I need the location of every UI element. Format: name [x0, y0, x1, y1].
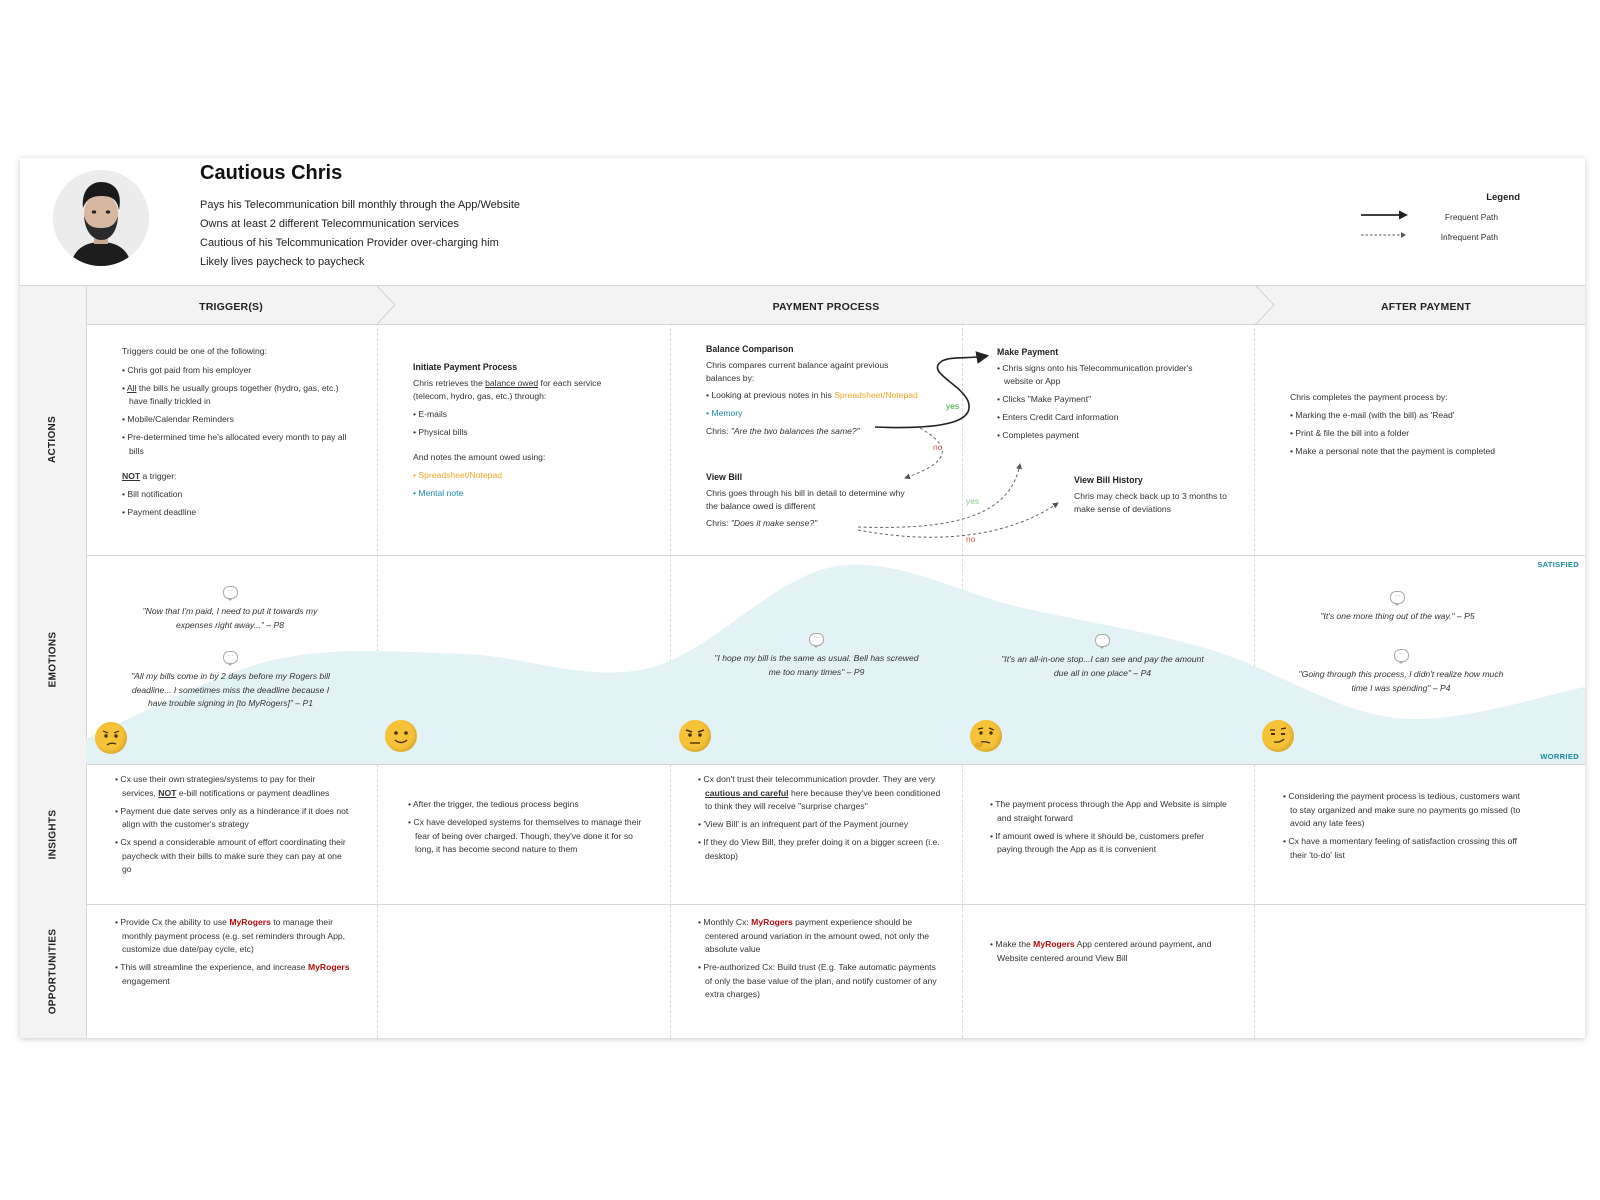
speech-bubble-icon: ··· [223, 586, 238, 599]
list-item: • If amount owed is where it should be, customers prefer paying through the App as it is convenient [990, 830, 1230, 857]
insights-make-payment [990, 798, 1230, 861]
speech-bubble-icon: ··· [1394, 649, 1409, 662]
phase-trigger: TRIGGER(S) [199, 301, 263, 313]
emotion-quote: ··· "It's one more thing out of the way." – P5 [1320, 593, 1475, 621]
not-trigger-heading: NOT a trigger: [122, 471, 177, 481]
row-label-insights: INSIGHTS [47, 809, 59, 859]
list-item: • Cx have a momentary feeling of satisfaction crossing this off their 'to-do' list [1283, 835, 1528, 862]
list-item: • Make the MyRogers App centered around payment, and Website centered around View Bill [990, 938, 1235, 965]
list-item: • Pre-determined time he's allocated every month to pay all bills [122, 431, 347, 458]
list-item: • Enters Credit Card information [997, 411, 1217, 425]
insights-balance [698, 773, 948, 868]
list-item: • Chris got paid from his employer [122, 364, 347, 378]
smirk-face-icon [1262, 720, 1294, 752]
row-label-emotions: EMOTIONS [47, 631, 59, 688]
path-label-yes: yes [966, 496, 980, 506]
emotion-quote: ··· "I hope my bill is the same as usual. Bell has screwed me too many times" – P9 [714, 635, 919, 677]
insights-trigger [115, 773, 350, 881]
phase-after-payment: AFTER PAYMENT [1380, 301, 1472, 313]
emotion-scale-worried: WORRIED [1540, 752, 1579, 761]
list-item: • This will streamline the experience, and increase MyRogers engagement [115, 961, 355, 988]
opportunities-trigger [115, 916, 355, 993]
list-item: • Cx don't trust their telecommunication provder. They are very cautious and careful here because they've been conditioned to think they will receive "surprise charges" [698, 773, 948, 814]
speech-bubble-icon: ··· [223, 651, 238, 664]
thinking-face-icon [970, 720, 1002, 752]
list-item: • Mental note [413, 487, 628, 501]
path-label-no: no [933, 442, 943, 452]
legend-title: Legend [1486, 192, 1520, 203]
action-after-payment: Chris completes the payment process by: • Marking the e-mail (with the bill) as 'Read' • Print & file the bill into a folder • Make a personal note that the payment is completed [1290, 391, 1505, 463]
frequent-path-yes [875, 356, 986, 428]
list-item: • The payment process through the App and Website is simple and straight forward [990, 798, 1230, 825]
list-item: • Cx have developed systems for themselves to manage their fear of being over charged. Though, they've done it for so long, it has become second nature to them [408, 816, 653, 857]
list-item: • 'View Bill' is an infrequent part of the Payment journey [698, 818, 948, 832]
insights-after [1283, 790, 1528, 867]
persona-name: Cautious Chris [200, 162, 343, 184]
emotion-scale-satisfied: SATISFIED [1537, 560, 1579, 569]
list-item: • Cx spend a considerable amount of effort coordinating their paycheck with their bills to make sure they can pay at one go [115, 836, 350, 877]
action-triggers: Triggers could be one of the following: • Chris got paid from his employer • All the bills he usually groups together (hydro, gas, etc.) have finally trickled in • Mobile/Calendar Reminders • Pre-determined time he's allocated every month to pay all bills NOT a trigger: • Bill notification • Payment deadline [122, 345, 347, 524]
list-item: • Clicks "Make Payment" [997, 393, 1217, 407]
action-make-payment: Make Payment • Chris signs onto his Telecommunication provider's website or App • Clicks "Make Payment" • Enters Credit Card information • Completes payment [997, 346, 1217, 447]
action-view-bill: View Bill Chris goes through his bill in detail to determine why the balance owed is different Chris: "Does it make sense?" [706, 472, 905, 528]
list-item: • Physical bills [413, 426, 628, 440]
list-item: • Looking at previous notes in his Spreadsheet/Notepad [706, 389, 941, 403]
row-label-opportunities: OPPORTUNITIES [47, 928, 59, 1014]
infrequent-path-yes [858, 464, 1020, 527]
list-item: • Spreadsheet/Notepad [413, 469, 628, 483]
journey-map [20, 158, 1585, 1038]
speech-bubble-icon: ··· [1390, 591, 1405, 604]
list-item: • Print & file the bill into a folder [1290, 427, 1505, 441]
list-item: • Memory [706, 407, 941, 421]
phase-payment-process: PAYMENT PROCESS [772, 301, 880, 313]
infrequent-path-no [905, 428, 942, 478]
list-item: • E-mails [413, 408, 628, 422]
happy-face-icon [385, 720, 417, 752]
emotion-quote: ··· "All my bills come in by 2 days before my Rogers bill deadline... I sometimes miss the deadline because I have trouble signing in [to MyRogers]" – P1 [131, 653, 330, 708]
action-balance-comparison: Balance Comparison Chris compares current balance againt previous balances by: • Looking at previous notes in his Spreadsheet/Notepad • Memory Chris: "Are the two balances the same?" [706, 343, 941, 438]
worried-face-icon [679, 720, 711, 752]
path-label-no: no [966, 534, 976, 544]
emotion-quote: ··· "It's an all-in-one stop...I can see and pay the amount due all in one place" – P4 [1001, 636, 1204, 678]
list-item: • Payment deadline [122, 506, 347, 520]
action-view-bill-history: View Bill History Chris may check back up to 3 months to make sense of deviations [1074, 475, 1227, 514]
persona-trait: Pays his Telecommunication bill monthly through the App/Website [200, 199, 520, 211]
legend-infrequent-label: Infrequent Path [1440, 232, 1498, 242]
speech-bubble-icon: ··· [809, 633, 824, 646]
row-label-actions: ACTIONS [47, 415, 59, 463]
action-initiate-payment: Initiate Payment Process Chris retrieves the balance owed for each service (telecom, hydro, gas, etc.) through: • E-mails • Physical bills And notes the amount owed using: • Spreadsheet/Notepad • Mental note [413, 361, 628, 505]
confused-face-icon [95, 722, 127, 754]
list-item: • Bill notification [122, 488, 347, 502]
list-item: • Payment due date serves only as a hinderance if it does not align with the customer's strategy [115, 805, 350, 832]
path-label-yes: yes [946, 401, 960, 411]
opportunities-balance [698, 916, 943, 1006]
legend-frequent-label: Frequent Path [1444, 212, 1498, 222]
persona-trait: Owns at least 2 different Telecommunication services [200, 218, 459, 230]
emotion-quote: ··· "Going through this process, I didn't realize how much time I was spending" – P4 [1298, 651, 1504, 693]
persona-trait: Likely lives paycheck to paycheck [200, 256, 365, 268]
list-item: • Cx use their own strategies/systems to pay for their services, NOT e-bill notifications or payment deadlines [115, 773, 350, 800]
list-item: • Completes payment [997, 429, 1217, 443]
opportunities-make-payment [990, 938, 1235, 970]
list-item: • Mobile/Calendar Reminders [122, 413, 347, 427]
persona-trait: Cautious of his Telcommunication Provider over-charging him [200, 237, 499, 249]
list-item: • Considering the payment process is tedious, customers want to stay organized and make sure no payments go missed (to avoid any late fees) [1283, 790, 1528, 831]
journey-path-arrows [20, 158, 1585, 558]
speech-bubble-icon: ··· [1095, 634, 1110, 647]
list-item: • All the bills he usually groups together (hydro, gas, etc.) have finally trickled in [122, 382, 347, 409]
list-item: • Monthly Cx: MyRogers payment experience should be centered around variation in the amount owed, not only the absolute value [698, 916, 943, 957]
list-item: • After the trigger, the tedious process begins [408, 798, 653, 812]
list-item: • Make a personal note that the payment is completed [1290, 445, 1505, 459]
list-item: • Chris signs onto his Telecommunication provider's website or App [997, 362, 1217, 389]
list-item: • Marking the e-mail (with the bill) as 'Read' [1290, 409, 1505, 423]
emotion-quote: ··· "Now that I'm paid, I need to put it towards my expenses right away..." – P8 [142, 588, 318, 630]
insights-initiate [408, 798, 653, 861]
list-item: • Pre-authorized Cx: Build trust (E.g. Take automatic payments of only the base value of the plan, and notify customer of any extra charges) [698, 961, 943, 1002]
list-item: • If they do View Bill, they prefer doing it on a bigger screen (i.e. desktop) [698, 836, 948, 863]
list-item: • Provide Cx the ability to use MyRogers to manage their monthly payment process (e.g. set reminders through App, customize due date/pay cycle, etc) [115, 916, 355, 957]
